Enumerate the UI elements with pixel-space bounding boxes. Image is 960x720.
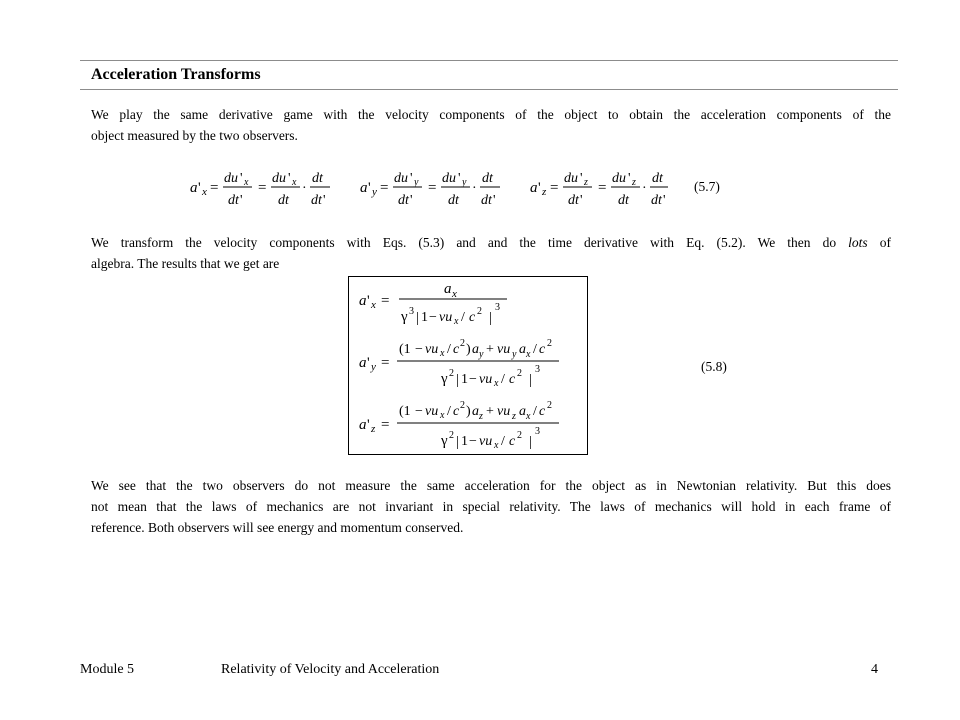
svg-text:|: | bbox=[456, 434, 460, 450]
svg-text:c: c bbox=[509, 434, 516, 449]
svg-text:/: / bbox=[501, 434, 505, 449]
svg-text:y: y bbox=[371, 361, 376, 373]
conclusion-paragraph bbox=[91, 475, 891, 538]
svg-text:|: | bbox=[489, 310, 493, 326]
svg-text:dt: dt bbox=[482, 171, 493, 186]
svg-text:x: x bbox=[440, 348, 445, 359]
svg-text:x: x bbox=[440, 410, 445, 421]
svg-text:dt: dt bbox=[278, 193, 289, 208]
svg-text:a: a bbox=[519, 404, 526, 419]
svg-text:dt: dt bbox=[652, 171, 663, 186]
svg-text:(1: (1 bbox=[399, 404, 411, 419]
svg-text:du: du bbox=[612, 171, 626, 186]
svg-text:1: 1 bbox=[421, 310, 428, 325]
eq-ay-transform bbox=[359, 338, 559, 389]
svg-text:=: = bbox=[258, 180, 267, 196]
svg-text:2: 2 bbox=[449, 430, 454, 441]
svg-text:vu: vu bbox=[497, 342, 511, 357]
intro-paragraph bbox=[91, 104, 891, 146]
svg-text:2: 2 bbox=[449, 368, 454, 379]
equation-number-5-8: (5.8) bbox=[701, 359, 727, 374]
eq-az-transform bbox=[359, 400, 559, 451]
equation-5-7 bbox=[188, 160, 668, 214]
eq-az bbox=[530, 171, 668, 208]
svg-text:c: c bbox=[539, 342, 546, 357]
svg-text:c: c bbox=[469, 310, 476, 325]
emphasis-lots: lots bbox=[848, 235, 868, 250]
svg-text:/: / bbox=[447, 404, 451, 419]
svg-text:γ: γ bbox=[441, 433, 448, 449]
svg-text:a: a bbox=[472, 342, 479, 357]
svg-text:=: = bbox=[428, 180, 437, 196]
svg-text:': ' bbox=[240, 171, 243, 186]
svg-text:z: z bbox=[512, 411, 516, 422]
svg-text:3: 3 bbox=[535, 364, 540, 375]
paragraph-line: We play the same derivative game with the velocity components of the object to obtain the acceleration components of the bbox=[91, 107, 891, 122]
svg-text:1: 1 bbox=[461, 372, 468, 387]
svg-text:y: y bbox=[512, 349, 517, 360]
svg-text:−: − bbox=[429, 310, 437, 325]
svg-text:z: z bbox=[479, 411, 483, 422]
svg-text:vu: vu bbox=[497, 404, 511, 419]
svg-text:x: x bbox=[244, 177, 249, 188]
svg-text:c: c bbox=[453, 342, 460, 357]
svg-text:x: x bbox=[526, 411, 531, 422]
svg-text:2: 2 bbox=[477, 306, 482, 317]
svg-text:|: | bbox=[456, 372, 460, 388]
svg-text:dt: dt bbox=[618, 193, 629, 208]
svg-text:du: du bbox=[564, 171, 578, 186]
svg-text:du: du bbox=[272, 171, 286, 186]
line-text: of bbox=[867, 235, 891, 250]
svg-text:=: = bbox=[381, 417, 390, 433]
svg-text:': ' bbox=[368, 180, 371, 196]
svg-text:vu: vu bbox=[479, 372, 493, 387]
svg-text:x: x bbox=[526, 349, 531, 360]
line-text: We transform the velocity components with Eqs. (5.3) and and the time derivative with Eq. (5.2). We then do bbox=[91, 235, 849, 250]
svg-text:': ' bbox=[198, 180, 201, 196]
svg-text:3: 3 bbox=[409, 306, 414, 317]
svg-text:x: x bbox=[202, 186, 207, 198]
svg-text:dt: dt bbox=[312, 171, 323, 186]
svg-text:': ' bbox=[367, 355, 370, 371]
title-underline bbox=[80, 89, 898, 90]
svg-text:z: z bbox=[584, 177, 588, 188]
svg-text:|: | bbox=[416, 310, 420, 326]
svg-text:': ' bbox=[493, 193, 496, 208]
svg-text:a: a bbox=[190, 180, 198, 196]
svg-text:·: · bbox=[302, 181, 307, 196]
svg-text:x: x bbox=[452, 288, 457, 300]
equation-5-8 bbox=[349, 277, 589, 456]
svg-text:a: a bbox=[472, 404, 479, 419]
svg-text:': ' bbox=[410, 193, 413, 208]
svg-text:(1: (1 bbox=[399, 342, 411, 357]
paragraph-line: reference. Both observers will see energy and momentum conserved. bbox=[91, 520, 464, 535]
svg-text:': ' bbox=[367, 293, 370, 309]
svg-text:/: / bbox=[447, 342, 451, 357]
svg-text:−: − bbox=[415, 404, 423, 419]
svg-text:2: 2 bbox=[460, 400, 465, 411]
paragraph-line bbox=[91, 232, 891, 253]
svg-text:−: − bbox=[469, 434, 477, 449]
svg-text:2: 2 bbox=[460, 338, 465, 349]
svg-text:c: c bbox=[509, 372, 516, 387]
svg-text:−: − bbox=[469, 372, 477, 387]
page-title: Acceleration Transforms bbox=[91, 66, 261, 83]
svg-text:=: = bbox=[380, 180, 389, 196]
svg-text:': ' bbox=[663, 193, 666, 208]
svg-text:a: a bbox=[360, 180, 368, 196]
svg-text:': ' bbox=[323, 193, 326, 208]
svg-text:γ: γ bbox=[441, 371, 448, 387]
svg-text:=: = bbox=[598, 180, 607, 196]
svg-text:vu: vu bbox=[439, 310, 453, 325]
svg-text:dt: dt bbox=[448, 193, 459, 208]
svg-text:3: 3 bbox=[495, 302, 500, 313]
svg-text:3: 3 bbox=[535, 426, 540, 437]
svg-text:2: 2 bbox=[547, 338, 552, 349]
svg-text:dt: dt bbox=[568, 193, 579, 208]
eq-ax bbox=[190, 171, 330, 208]
footer-subtitle: Relativity of Velocity and Acceleration bbox=[221, 662, 440, 677]
svg-text:': ' bbox=[458, 171, 461, 186]
svg-text:vu: vu bbox=[425, 404, 439, 419]
svg-text:y: y bbox=[414, 177, 419, 188]
svg-text:a: a bbox=[359, 293, 367, 309]
svg-text:du: du bbox=[224, 171, 238, 186]
svg-text:x: x bbox=[371, 299, 376, 311]
svg-text:a: a bbox=[530, 180, 538, 196]
svg-text:2: 2 bbox=[517, 368, 522, 379]
svg-text:dt: dt bbox=[398, 193, 409, 208]
svg-text:·: · bbox=[642, 181, 647, 196]
svg-text:/: / bbox=[501, 372, 505, 387]
eq-ax-transform bbox=[359, 281, 507, 327]
svg-text:|: | bbox=[529, 434, 533, 450]
svg-text:+: + bbox=[486, 404, 494, 419]
svg-text:z: z bbox=[371, 423, 376, 435]
svg-text:=: = bbox=[210, 180, 219, 196]
equation-5-8-box bbox=[348, 276, 588, 455]
svg-text:a: a bbox=[519, 342, 526, 357]
svg-text:': ' bbox=[367, 417, 370, 433]
svg-text:du: du bbox=[442, 171, 456, 186]
svg-text:y: y bbox=[462, 177, 467, 188]
svg-text:+: + bbox=[486, 342, 494, 357]
svg-text:': ' bbox=[580, 193, 583, 208]
paragraph-line: We see that the two observers do not measure the same acceleration for the object as in Newtonian relativity. But this does bbox=[91, 478, 891, 493]
svg-text:−: − bbox=[415, 342, 423, 357]
svg-text:=: = bbox=[550, 180, 559, 196]
svg-text:': ' bbox=[240, 193, 243, 208]
svg-text:': ' bbox=[410, 171, 413, 186]
svg-text:c: c bbox=[453, 404, 460, 419]
svg-text:vu: vu bbox=[425, 342, 439, 357]
svg-text:x: x bbox=[494, 440, 499, 451]
svg-text:=: = bbox=[381, 355, 390, 371]
svg-text:vu: vu bbox=[479, 434, 493, 449]
svg-text:): ) bbox=[466, 342, 471, 357]
svg-text:du: du bbox=[394, 171, 408, 186]
svg-text:γ: γ bbox=[401, 309, 408, 325]
svg-text:/: / bbox=[461, 310, 465, 325]
svg-text:a: a bbox=[359, 355, 367, 371]
footer-page-number: 4 bbox=[871, 662, 878, 677]
svg-text:): ) bbox=[466, 404, 471, 419]
paragraph-line: object measured by the two observers. bbox=[91, 128, 298, 143]
svg-text:': ' bbox=[580, 171, 583, 186]
svg-text:': ' bbox=[538, 180, 541, 196]
svg-text:a: a bbox=[444, 281, 452, 297]
svg-text:1: 1 bbox=[461, 434, 468, 449]
paragraph-line: algebra. The results that we get are bbox=[91, 256, 280, 271]
svg-text:z: z bbox=[632, 177, 636, 188]
equation-number-5-7: (5.7) bbox=[694, 179, 720, 194]
svg-text:dt: dt bbox=[651, 193, 662, 208]
svg-text:/: / bbox=[533, 404, 537, 419]
paragraph-line: not mean that the laws of mechanics are not invariant in special relativity. The laws of mechanics will hold in each frame of bbox=[91, 499, 891, 514]
svg-text:2: 2 bbox=[517, 430, 522, 441]
svg-text:x: x bbox=[454, 316, 459, 327]
svg-text:dt: dt bbox=[311, 193, 322, 208]
svg-text:|: | bbox=[529, 372, 533, 388]
svg-text:dt: dt bbox=[481, 193, 492, 208]
svg-text:c: c bbox=[539, 404, 546, 419]
svg-text:x: x bbox=[292, 177, 297, 188]
svg-text:=: = bbox=[381, 293, 390, 309]
svg-text:z: z bbox=[542, 186, 547, 198]
svg-text:y: y bbox=[372, 186, 377, 198]
svg-text:': ' bbox=[288, 171, 291, 186]
eq-ay bbox=[360, 171, 500, 208]
svg-text:2: 2 bbox=[547, 400, 552, 411]
top-rule bbox=[80, 60, 898, 61]
svg-text:': ' bbox=[628, 171, 631, 186]
svg-text:y: y bbox=[479, 349, 484, 360]
transform-paragraph bbox=[91, 232, 891, 274]
footer-module: Module 5 bbox=[80, 662, 135, 677]
svg-text:x: x bbox=[494, 378, 499, 389]
svg-text:/: / bbox=[533, 342, 537, 357]
svg-text:a: a bbox=[359, 417, 367, 433]
svg-text:dt: dt bbox=[228, 193, 239, 208]
svg-text:·: · bbox=[472, 181, 477, 196]
